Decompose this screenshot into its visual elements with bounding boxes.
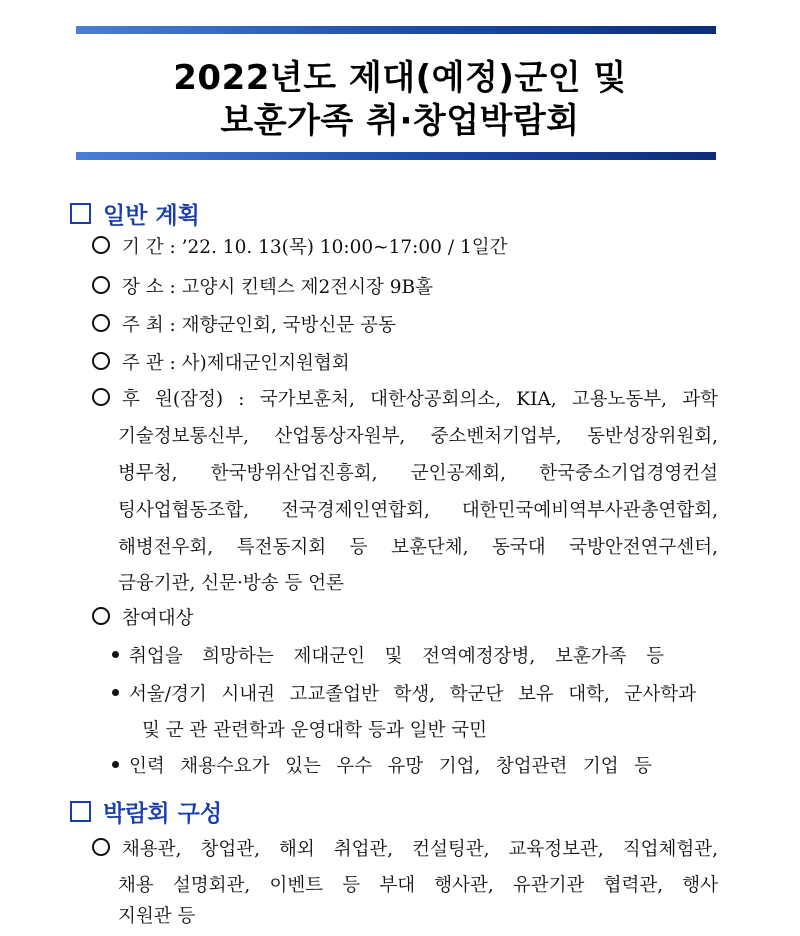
list-item-sponsors-line-2: 기술정보통신부, 산업통상자원부, 중소벤처기업부, 동반성장위원회,	[118, 426, 718, 447]
dot-bullet-icon	[112, 651, 119, 658]
section-heading-general-plan: 일반 계획	[70, 197, 200, 230]
list-item-period: 기 간 : ’22. 10. 13(목) 10:00∼17:00 / 1일간	[92, 236, 507, 260]
section-heading-fair-composition: 박람회 구성	[70, 795, 222, 828]
list-item-host: 주 최 : 재향군인회, 국방신문 공동	[92, 314, 396, 338]
list-item-sponsors-line-1: 후 원(잠정) : 국가보훈처, 대한상공회의소, KIA, 고용노동부, 과학	[92, 388, 718, 412]
list-item-organizer: 주 관 : 사)제대군인지원협회	[92, 352, 350, 376]
title-bottom-rule	[76, 152, 716, 160]
circle-bullet-icon	[92, 607, 110, 625]
square-bullet-icon	[70, 801, 91, 822]
document-title-line-1: 2022년도 제대(예정)군인 및	[173, 58, 627, 98]
dot-bullet-icon	[112, 689, 119, 696]
document-title-line-2: 보훈가족 취·창업박람회	[220, 101, 580, 141]
list-item-halls-line-1: 채용관, 창업관, 해외 취업관, 컨설팅관, 교육정보관, 직업체험관,	[92, 838, 718, 862]
circle-bullet-icon	[92, 314, 110, 332]
circle-bullet-icon	[92, 352, 110, 370]
list-item-participants: 참여대상	[92, 607, 193, 631]
square-bullet-icon	[70, 203, 91, 224]
bullet-item-companies: 인력 채용수요가 있는 우수 유망 기업, 창업관련 기업 등	[112, 755, 652, 779]
list-item-sponsors-line-4: 팅사업협동조합, 전국경제인연합회, 대한민국예비역부사관총연합회,	[118, 500, 718, 521]
list-item-halls-line-3: 지원관 등	[118, 906, 196, 927]
title-top-rule	[76, 26, 716, 34]
bullet-item-students-line-2: 및 군 관 관련학과 운영대학 등과 일반 국민	[142, 720, 487, 741]
circle-bullet-icon	[92, 236, 110, 254]
list-item-sponsors-line-5: 해병전우회, 특전동지회 등 보훈단체, 동국대 국방안전연구센터,	[118, 537, 718, 558]
circle-bullet-icon	[92, 276, 110, 294]
list-item-sponsors-line-6: 금융기관, 신문·방송 등 언론	[118, 573, 344, 594]
dot-bullet-icon	[112, 761, 119, 768]
list-item-halls-line-2: 채용 설명회관, 이벤트 등 부대 행사관, 유관기관 협력관, 행사	[118, 875, 718, 896]
bullet-item-students-line-1: 서울/경기 시내권 고교졸업반 학생, 학군단 보유 대학, 군사학과	[112, 683, 696, 707]
bullet-item-job-seekers: 취업을 희망하는 제대군인 및 전역예정장병, 보훈가족 등	[112, 645, 664, 669]
circle-bullet-icon	[92, 388, 110, 406]
circle-bullet-icon	[92, 838, 110, 856]
list-item-sponsors-line-3: 병무청, 한국방위산업진흥회, 군인공제회, 한국중소기업경영컨설	[118, 463, 718, 484]
list-item-venue: 장 소 : 고양시 킨텍스 제2전시장 9B홀	[92, 276, 433, 300]
